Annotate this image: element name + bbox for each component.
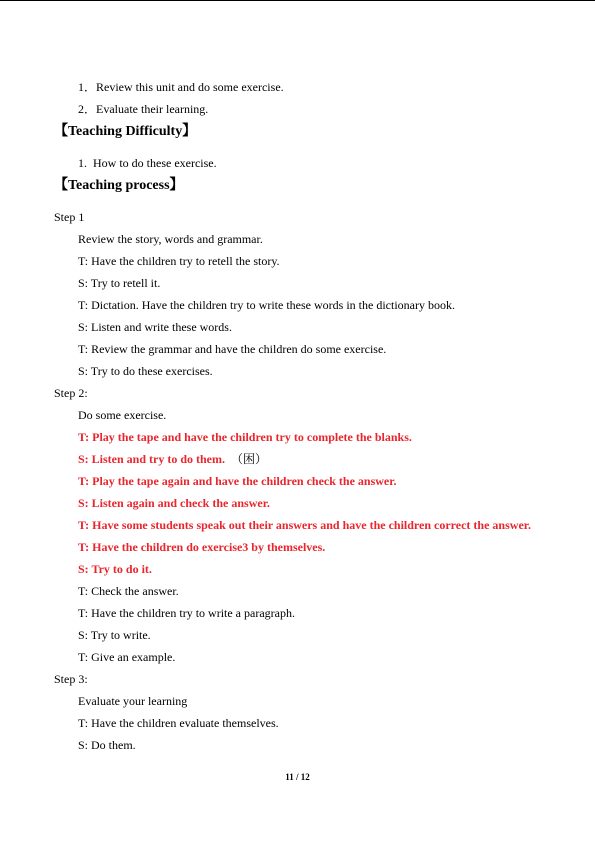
- list-text: Evaluate their learning.: [96, 102, 209, 116]
- annotation-note: （困）: [231, 452, 268, 466]
- step-line: Do some exercise.: [78, 408, 167, 422]
- teaching-difficulty-heading: 【Teaching Difficulty】: [54, 124, 197, 139]
- teaching-process-heading: 【Teaching process】: [54, 178, 184, 193]
- step-line: S: Try to retell it.: [78, 276, 161, 290]
- list-number: 1.: [78, 156, 87, 170]
- step-line-emphasis: T: Play the tape again and have the children check the answer.: [78, 474, 397, 488]
- step-line-emphasis: S: Listen and try to do them.: [78, 452, 226, 466]
- step-line: T: Dictation. Have the children try to write these words in the dictionary book.: [78, 298, 455, 312]
- step-line: T: Review the grammar and have the children do some exercise.: [78, 342, 387, 356]
- list-number: 1．: [78, 80, 97, 94]
- list-text: Review this unit and do some exercise.: [96, 80, 284, 94]
- objective-item: [78, 102, 208, 116]
- step-line-with-note: [78, 452, 267, 466]
- step-line-emphasis: S: Try to do it.: [78, 562, 152, 576]
- step-label: Step 2:: [54, 386, 88, 400]
- page-top-border: [0, 0, 595, 1]
- step-label: Step 3:: [54, 672, 88, 686]
- step-line: T: Have the children try to write a paragraph.: [78, 606, 295, 620]
- step-label: Step 1: [54, 210, 85, 224]
- step-line: S: Listen and write these words.: [78, 320, 232, 334]
- step-line: S: Try to write.: [78, 628, 151, 642]
- step-line: T: Have the children evaluate themselves.: [78, 716, 279, 730]
- step-line-emphasis: T: Play the tape and have the children try to complete the blanks.: [78, 430, 412, 444]
- step-line: S: Do them.: [78, 738, 136, 752]
- step-line-emphasis: S: Listen again and check the answer.: [78, 496, 270, 510]
- step-line-emphasis: T: Have the children do exercise3 by themselves.: [78, 540, 326, 554]
- objective-item: [78, 80, 284, 94]
- step-line: S: Try to do these exercises.: [78, 364, 213, 378]
- step-line: T: Give an example.: [78, 650, 176, 664]
- list-number: 2．: [78, 102, 97, 116]
- list-text: How to do these exercise.: [93, 156, 217, 170]
- step-line: T: Have the children try to retell the story.: [78, 254, 280, 268]
- difficulty-item: [78, 156, 217, 170]
- step-line: Evaluate your learning: [78, 694, 188, 708]
- step-line: T: Check the answer.: [78, 584, 179, 598]
- page-number: 11 / 12: [285, 772, 310, 782]
- step-line-emphasis: T: Have some students speak out their answers and have the children correct the answer.: [78, 518, 531, 532]
- step-line: Review the story, words and grammar.: [78, 232, 263, 246]
